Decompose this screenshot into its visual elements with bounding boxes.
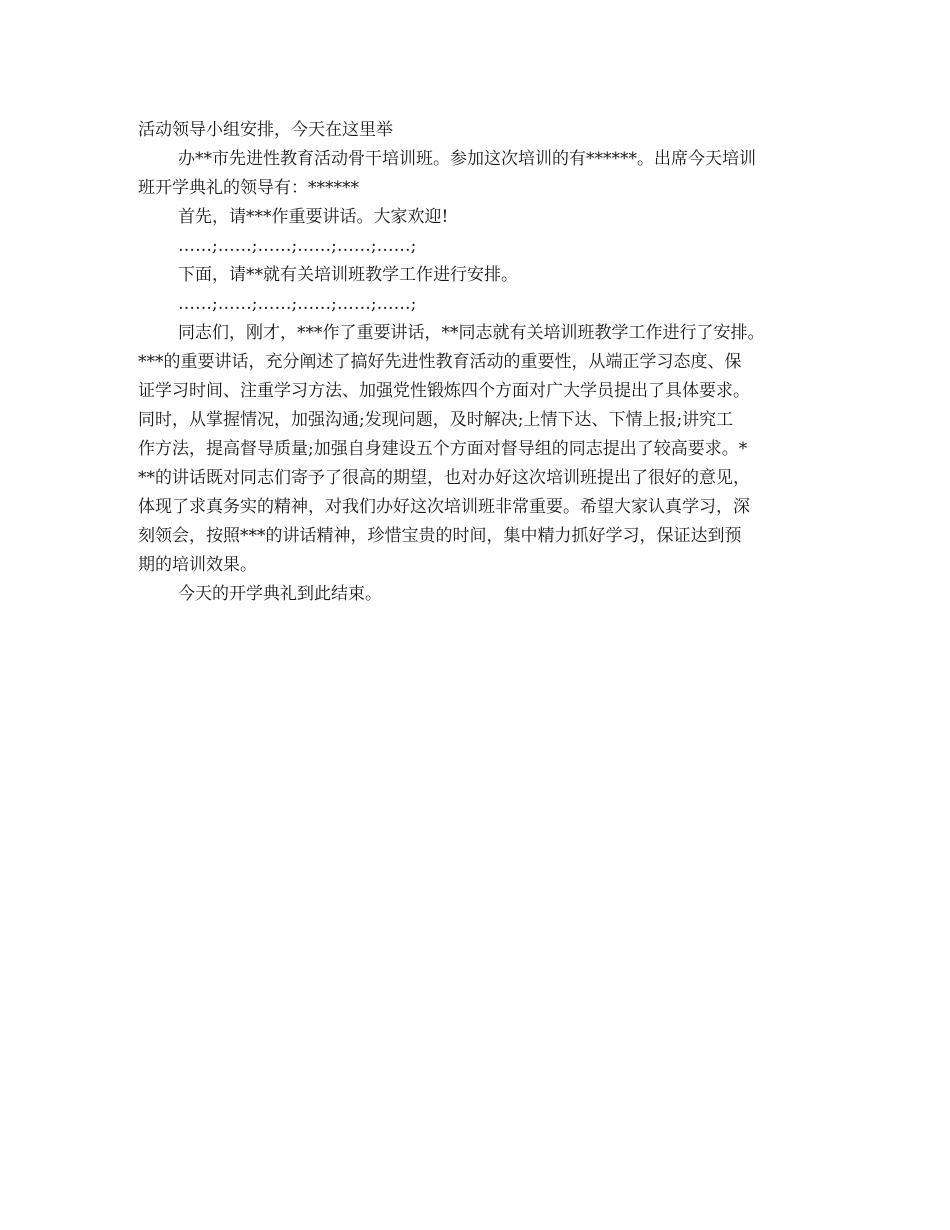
ellipsis-line-1: ……;……;……;……;……;……; xyxy=(178,236,417,256)
text-line-8: 证学习时间、注重学习方法、加强党性锻炼四个方面对广大学员提出了具体要求。 xyxy=(138,381,750,401)
text-line-14: 期的培训效果。 xyxy=(138,555,257,575)
ellipsis-line-2: ……;……;……;……;……;……; xyxy=(178,294,417,314)
text-line-1: 活动领导小组安排，今天在这里举 xyxy=(138,120,393,140)
text-line-11: **的讲话既对同志们寄予了很高的期望，也对办好这次培训班提出了很好的意见， xyxy=(138,468,750,488)
text-line-4: 首先，请***作重要讲话。大家欢迎! xyxy=(178,207,449,227)
text-line-13: 刻领会，按照***的讲话精神，珍惜宝贵的时间，集中精力抓好学习，保证达到预 xyxy=(138,526,742,546)
text-line-5: 下面，请**就有关培训班教学工作进行安排。 xyxy=(178,265,518,285)
text-line-2: 办**市先进性教育活动骨干培训班。参加这次培训的有******。出席今天培训 xyxy=(178,149,756,169)
document-body xyxy=(138,116,828,609)
text-line-7: ***的重要讲话，充分阐述了搞好先进性教育活动的重要性，从端正学习态度、保 xyxy=(138,352,742,372)
text-line-6: 同志们，刚才，***作了重要讲话，**同志就有关培训班教学工作进行了安排。 xyxy=(178,323,765,343)
text-line-10: 作方法，提高督导质量;加强自身建设五个方面对督导组的同志提出了较高要求。* xyxy=(138,439,748,459)
text-line-12: 体现了求真务实的精神，对我们办好这次培训班非常重要。希望大家认真学习，深 xyxy=(138,497,750,517)
text-line-9: 同时，从掌握情况，加强沟通;发现问题，及时解决;上情下达、下情上报;讲究工 xyxy=(138,410,734,430)
text-line-15: 今天的开学典礼到此结束。 xyxy=(178,584,382,604)
text-line-3: 班开学典礼的领导有：****** xyxy=(138,178,359,198)
